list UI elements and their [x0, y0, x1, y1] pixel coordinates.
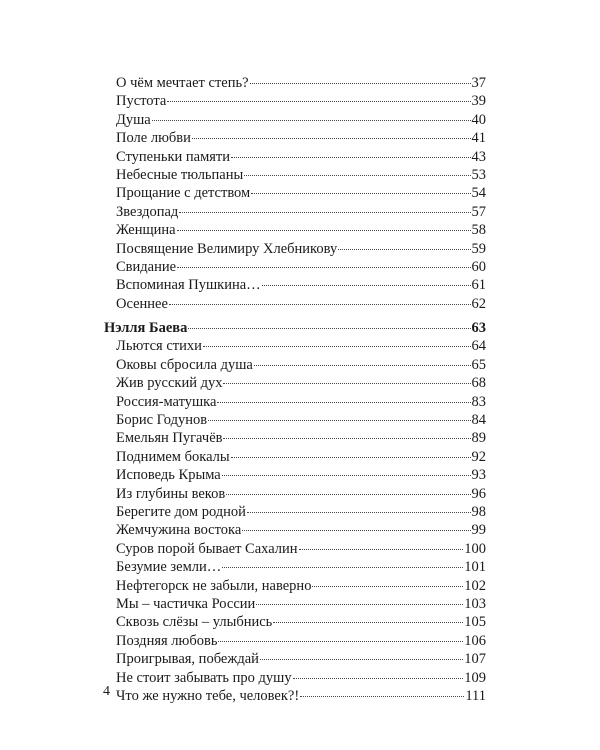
toc-entry[interactable]: [116, 485, 486, 503]
toc-entry-page: 98: [471, 503, 486, 520]
toc-entry[interactable]: [116, 521, 486, 539]
toc-entry[interactable]: [116, 74, 486, 92]
toc-entry-title: Исповедь Крыма: [116, 467, 221, 484]
toc-entry-page: 83: [471, 393, 486, 410]
toc-entry-page: 53: [471, 166, 486, 183]
dot-leader: [223, 438, 470, 439]
toc-section-author[interactable]: [104, 319, 486, 337]
toc-entry-page: 111: [465, 687, 486, 704]
toc-entry-title: Проигрывая, побеждай: [116, 651, 259, 668]
dot-leader: [300, 696, 464, 697]
toc-section-title: Нэлля Баева: [104, 320, 188, 337]
toc-entry-title: Небесные тюльпаны: [116, 166, 244, 183]
toc-entry-title: Россия-матушка: [116, 393, 217, 410]
dot-leader: [273, 622, 463, 623]
toc-entry[interactable]: [116, 577, 486, 595]
dot-leader: [218, 641, 463, 642]
toc-entry[interactable]: [116, 503, 486, 521]
page-number: 4: [103, 684, 110, 699]
toc-entry[interactable]: [116, 687, 486, 705]
dot-leader: [226, 494, 470, 495]
dot-leader: [222, 475, 471, 476]
dot-leader: [179, 212, 470, 213]
toc-entry-title: Безумие земли…: [116, 559, 222, 576]
dot-leader: [244, 175, 470, 176]
toc-entry-title: Льются стихи: [116, 338, 202, 355]
dot-leader: [250, 83, 471, 84]
toc-section-page: 63: [471, 320, 486, 337]
dot-leader: [254, 365, 471, 366]
dot-leader: [223, 383, 470, 384]
table-of-contents: [104, 74, 486, 705]
toc-entry[interactable]: [116, 148, 486, 166]
toc-entry-page: 68: [471, 375, 486, 392]
toc-entry-page: 106: [464, 632, 486, 649]
toc-entry[interactable]: [116, 258, 486, 276]
dot-leader: [242, 530, 470, 531]
toc-entry[interactable]: [116, 337, 486, 355]
toc-entry-title: Сквозь слёзы – улыбнись: [116, 614, 273, 631]
toc-entry[interactable]: [116, 466, 486, 484]
toc-entry-page: 54: [471, 185, 486, 202]
toc-entry[interactable]: [116, 669, 486, 687]
toc-entry-title: Оковы сбросила душа: [116, 356, 253, 373]
toc-entry-page: 39: [471, 93, 486, 110]
dot-leader: [262, 285, 471, 286]
dot-leader: [152, 120, 471, 121]
dot-leader: [256, 604, 463, 605]
toc-entry-title: Поздняя любовь: [116, 632, 218, 649]
toc-entry-title: Жив русский дух: [116, 375, 223, 392]
toc-entry-title: Не стоит забывать про душу: [116, 669, 292, 686]
toc-entry[interactable]: [116, 129, 486, 147]
toc-entry-title: Жемчужина востока: [116, 522, 242, 539]
dot-leader: [177, 267, 470, 268]
toc-entry-title: Нефтегорск не забыли, наверно: [116, 577, 312, 594]
toc-entry[interactable]: [116, 429, 486, 447]
toc-entry[interactable]: [116, 240, 486, 258]
toc-entry-page: 101: [464, 559, 486, 576]
toc-entry[interactable]: [116, 411, 486, 429]
toc-entry-page: 93: [471, 467, 486, 484]
toc-entry-title: Душа: [116, 111, 151, 128]
toc-entry[interactable]: [116, 595, 486, 613]
toc-entry-title: Мы – частичка России: [116, 595, 256, 612]
toc-entry-page: 103: [464, 595, 486, 612]
toc-entry-page: 57: [471, 203, 486, 220]
toc-entry-page: 99: [471, 522, 486, 539]
toc-entry[interactable]: [116, 276, 486, 294]
toc-entry-page: 40: [471, 111, 486, 128]
toc-entry[interactable]: [116, 166, 486, 184]
toc-entry-title: Что же нужно тебе, человек?!: [116, 687, 300, 704]
toc-entry-page: 109: [464, 669, 486, 686]
toc-entry[interactable]: [116, 448, 486, 466]
toc-entry-page: 41: [471, 130, 486, 147]
toc-entry-page: 89: [471, 430, 486, 447]
dot-leader: [177, 230, 471, 231]
toc-entry-title: Пустота: [116, 93, 167, 110]
toc-block-poems-2: [116, 337, 486, 705]
toc-entry-title: Посвящение Велимиру Хлебникову: [116, 240, 338, 257]
toc-entry[interactable]: [116, 613, 486, 631]
toc-entry-title: Из глубины веков: [116, 485, 226, 502]
toc-entry[interactable]: [116, 374, 486, 392]
toc-entry-page: 102: [464, 577, 486, 594]
toc-entry-title: Поле любви: [116, 130, 191, 147]
toc-entry[interactable]: [116, 111, 486, 129]
toc-entry-page: 84: [471, 412, 486, 429]
toc-entry-page: 58: [471, 222, 486, 239]
dot-leader: [169, 304, 471, 305]
toc-entry[interactable]: [116, 92, 486, 110]
dot-leader: [299, 549, 464, 550]
dot-leader: [203, 346, 471, 347]
toc-entry-title: Осеннее: [116, 295, 168, 312]
dot-leader: [192, 138, 471, 139]
toc-entry-page: 100: [464, 540, 486, 557]
toc-entry[interactable]: [116, 221, 486, 239]
dot-leader: [247, 512, 471, 513]
dot-leader: [312, 586, 463, 587]
dot-leader: [208, 420, 470, 421]
toc-entry-title: О чём мечтает степь?: [116, 75, 249, 91]
toc-entry[interactable]: [116, 356, 486, 374]
toc-block-poems-1: [116, 74, 486, 313]
dot-leader: [231, 457, 471, 458]
toc-entry-title: Звездопад: [116, 203, 179, 220]
toc-entry-page: 60: [471, 258, 486, 275]
toc-entry[interactable]: [116, 203, 486, 221]
toc-entry-page: 107: [464, 651, 486, 668]
toc-entry-title: Суров порой бывает Сахалин: [116, 540, 298, 557]
toc-entry-page: 37: [471, 75, 486, 91]
toc-entry[interactable]: [116, 632, 486, 650]
dot-leader: [188, 328, 470, 329]
dot-leader: [251, 193, 470, 194]
dot-leader: [222, 567, 463, 568]
dot-leader: [338, 249, 470, 250]
toc-entry-page: 61: [471, 277, 486, 294]
toc-entry-page: 64: [471, 338, 486, 355]
toc-entry-title: Емельян Пугачёв: [116, 430, 223, 447]
toc-entry-page: 62: [471, 295, 486, 312]
toc-entry-title: Прощание с детством: [116, 185, 251, 202]
toc-entry[interactable]: [116, 184, 486, 202]
toc-entry[interactable]: [116, 393, 486, 411]
toc-entry-page: 96: [471, 485, 486, 502]
toc-entry[interactable]: [116, 540, 486, 558]
dot-leader: [217, 402, 470, 403]
toc-entry-title: Борис Годунов: [116, 412, 208, 429]
toc-entry-page: 105: [464, 614, 486, 631]
toc-entry[interactable]: [116, 650, 486, 668]
toc-entry-title: Женщина: [116, 222, 176, 239]
toc-entry-page: 65: [471, 356, 486, 373]
toc-entry[interactable]: [116, 295, 486, 313]
dot-leader: [231, 157, 470, 158]
toc-entry-page: 92: [471, 448, 486, 465]
dot-leader: [293, 678, 464, 679]
dot-leader: [260, 659, 463, 660]
toc-entry-page: 59: [471, 240, 486, 257]
dot-leader: [167, 101, 470, 102]
toc-entry-title: Вспоминая Пушкина…: [116, 277, 261, 294]
toc-entry-title: Поднимем бокалы: [116, 448, 230, 465]
toc-entry-title: Ступеньки памяти: [116, 148, 231, 165]
toc-entry-page: 43: [471, 148, 486, 165]
toc-entry[interactable]: [116, 558, 486, 576]
toc-entry-title: Берегите дом родной: [116, 503, 246, 520]
toc-entry-title: Свидание: [116, 258, 177, 275]
